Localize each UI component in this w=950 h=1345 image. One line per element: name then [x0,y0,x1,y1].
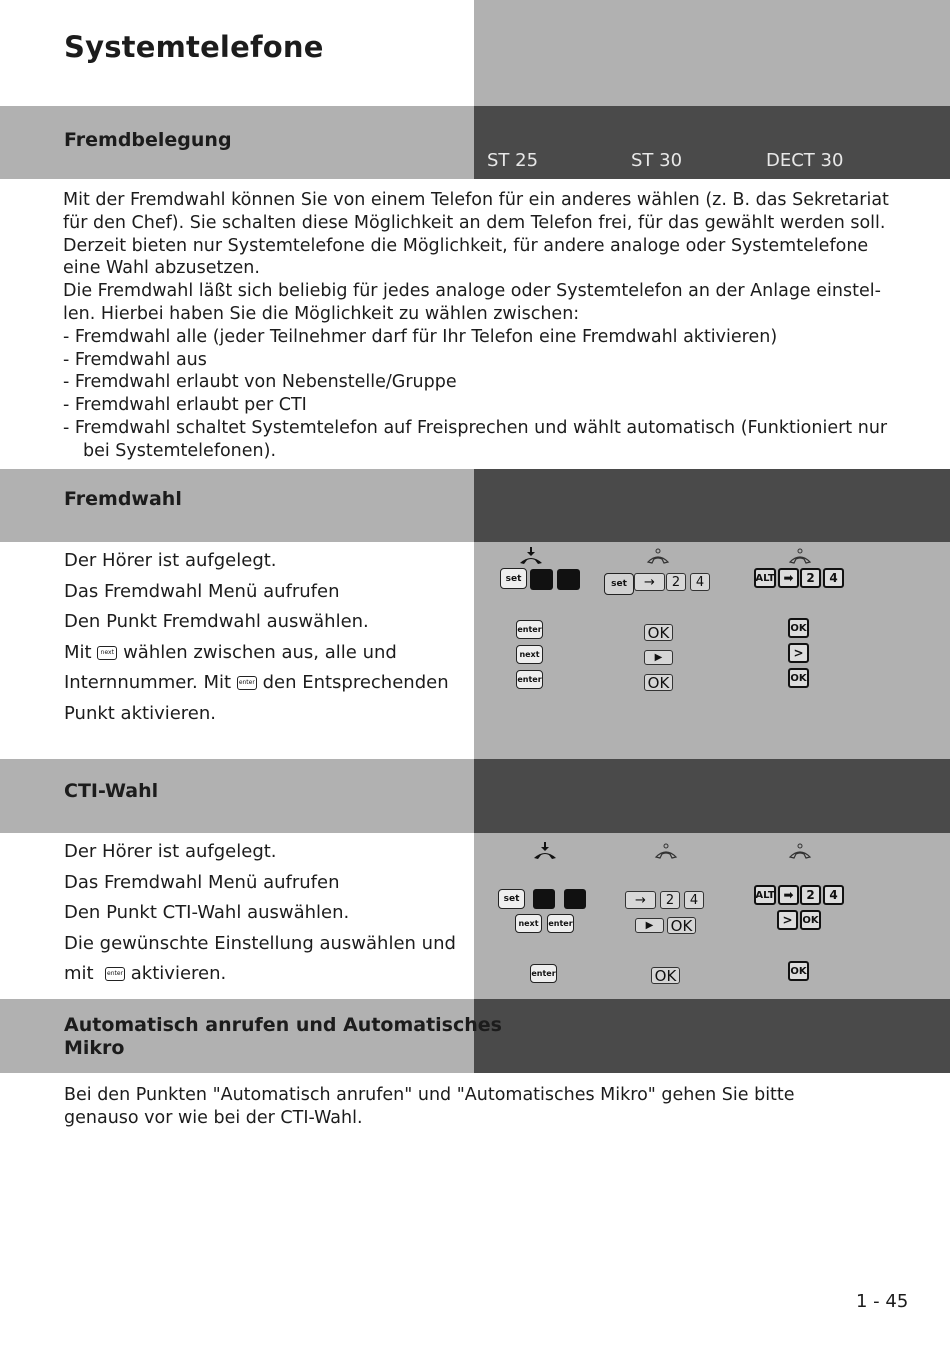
digit-2-key: 2 [800,568,821,588]
enter-key-icon: enter [105,967,125,981]
ok-key: OK [644,674,673,691]
step-text-part: aktivieren. [130,963,227,985]
para-line: Mit der Fremdwahl können Sie von einem Telefon für ein anderes wählen (z. B. das Sekretariat [63,190,889,210]
auto-heading-line: Automatisch anrufen und Automatisches [64,1014,502,1036]
handset-down-icon [531,842,559,860]
ok-key: OK [788,618,809,638]
auto-heading [64,1014,502,1060]
page-number: 1 - 45 [856,1291,909,1312]
para-line: genauso vor wie bei der CTI-Wahl. [64,1107,363,1128]
enter-key: enter [516,670,543,689]
play-key-icon: ▶ [635,918,664,933]
step-text-part: mit [64,963,94,985]
step-text: Der Hörer ist aufgelegt. [64,841,277,862]
black-key-icon [530,569,553,590]
digit-4-key: 4 [684,891,704,909]
set-key: set [604,573,634,595]
step-text [64,668,469,699]
next-key: next [515,914,542,933]
step-text-part: wählen zwischen aus, alle und [123,641,397,663]
list-item-continuation: bei Systemtelefonen). [83,440,277,461]
dect-arrow-key-icon: ➡ [778,885,799,905]
cti-heading: CTI-Wahl [64,780,159,802]
fremdbelegung-heading: Fremdbelegung [64,129,232,151]
right-key-icon: > [777,910,798,930]
ok-key: OK [651,967,680,984]
header-right-band [474,0,950,106]
set-key: set [500,568,527,589]
model-st25: ST 25 [487,150,539,171]
step-text [64,959,469,990]
model-dect30: DECT 30 [766,150,844,171]
handset-outline-icon [788,548,812,564]
black-key-icon [533,889,555,909]
cti-bar-dark [474,759,950,833]
arrow-key-icon: → [634,573,665,591]
step-text: Das Fremdwahl Menü aufrufen [64,871,340,893]
digit-2-key: 2 [666,573,686,591]
para-line: Die Fremdwahl läßt sich beliebig für jedes analoge oder Systemtelefon an der Anlage einstel- [63,281,881,302]
step-text-part: Mit [64,641,92,663]
models-bar [474,106,950,179]
step-text: Das Fremdwahl Menü aufrufen [64,580,340,602]
step-text-part: den Entsprechenden [262,672,449,694]
step-text: Die gewünschte Einstellung auswählen und [64,932,456,954]
right-key-icon: > [788,643,809,663]
arrow-key-icon: → [625,891,656,909]
next-key: next [516,645,543,664]
auto-paragraph [64,1084,924,1130]
digit-4-key: 4 [823,568,844,588]
fremdwahl-steps [64,546,469,730]
fremdwahl-bar-dark [474,469,950,542]
step-text: Den Punkt Fremdwahl auswählen. [64,611,369,633]
ok-key: OK [788,668,809,688]
para-line: eine Wahl abzusetzen. [63,258,260,279]
model-st30: ST 30 [631,150,683,171]
digit-2-key: 2 [800,885,821,905]
ok-key: OK [644,624,673,641]
step-text: Punkt aktivieren. [64,702,217,724]
ok-key: OK [788,961,809,981]
auto-bar-dark [474,999,950,1073]
list-item: - Fremdwahl aus [63,349,207,370]
list-item: - Fremdwahl schaltet Systemtelefon auf Freisprechen und wählt automatisch (Funktioniert nur [63,417,888,438]
enter-key: enter [547,914,574,933]
alt-key: ALT [754,885,776,905]
auto-heading-line: Mikro [64,1037,125,1059]
page-title: Systemtelefone [64,30,324,64]
fremdbelegung-paragraph [63,189,923,463]
handset-down-icon [517,547,545,565]
digit-2-key: 2 [660,891,680,909]
para-line: Derzeit bieten nur Systemtelefone die Möglichkeit, für andere analoge oder Systemtelefone [63,235,869,256]
para-line: für den Chef). Sie schalten diese Möglichkeit an dem Telefon frei, für das gewählt werden soll. [63,212,886,233]
enter-key: enter [530,964,557,983]
fremdwahl-heading: Fremdwahl [64,488,182,510]
ok-key: OK [800,910,821,930]
para-line: Bei den Punkten "Automatisch anrufen" und "Automatisches Mikro" gehen Sie bitte [64,1085,795,1105]
step-text: Den Punkt CTI-Wahl auswählen. [64,902,350,924]
handset-outline-icon [646,548,670,564]
digit-4-key: 4 [690,573,710,591]
ok-key: OK [667,917,696,934]
step-text [64,638,469,669]
next-key-icon: next [97,646,117,660]
digit-4-key: 4 [823,885,844,905]
black-key-icon [564,889,586,909]
list-item: - Fremdwahl erlaubt von Nebenstelle/Gruppe [63,372,457,393]
step-text: Der Hörer ist aufgelegt. [64,550,277,571]
cti-steps [64,837,469,990]
dect-arrow-key-icon: ➡ [778,568,799,588]
handset-outline-icon [788,843,812,859]
list-item: - Fremdwahl erlaubt per CTI [63,395,307,416]
handset-outline-icon [654,843,678,859]
para-line: len. Hierbei haben Sie die Möglichkeit zu wählen zwischen: [63,303,580,324]
black-key-icon [557,569,580,590]
list-item: - Fremdwahl alle (jeder Teilnehmer darf für Ihr Telefon eine Fremdwahl aktivieren) [63,326,778,347]
set-key: set [498,889,525,909]
enter-key: enter [516,620,543,639]
step-text-part: Internnummer. Mit [64,672,232,694]
alt-key: ALT [754,568,776,588]
play-key-icon: ▶ [644,650,673,665]
enter-key-icon: enter [237,676,257,690]
